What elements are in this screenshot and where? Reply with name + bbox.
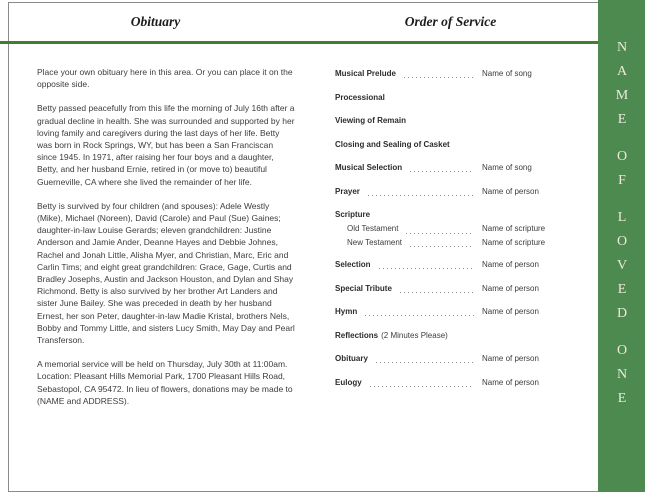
sidebar-word: OF [614,149,630,197]
order-of-service-list [335,68,578,400]
service-item-value: Name of song [482,69,532,78]
service-item-prayer [335,186,578,198]
service-item-label: Viewing of Remain [335,116,406,125]
obituary-title: Obituary [130,14,181,29]
service-item-label: Obituary [335,354,368,363]
service-item-label: Musical Prelude [335,69,396,78]
service-item-value: Name of person [482,260,539,269]
obituary-text-block [37,66,295,419]
sidebar-word: NAME [614,40,630,136]
service-item-value: Name of person [482,377,539,387]
service-item-selection [335,259,578,271]
service-subitem-value: Name of scripture [482,237,546,247]
service-item-value: Name of person [482,283,539,293]
service-item-eulogy [335,377,578,389]
dotted-leader [410,246,474,247]
service-item-label: Reflections [335,330,379,340]
service-item-label: Special Tribute [335,283,392,293]
service-item-reflections [335,330,578,342]
dotted-leader [404,77,474,78]
service-item-note: (2 Minutes Please) [381,330,448,340]
service-item-label: Scripture [335,210,371,219]
service-item-closing-and-sealing [335,139,578,151]
service-item-processional [335,92,578,104]
service-subitem-label: Old Testament [347,224,399,233]
obituary-paragraph: A memorial service will be held on Thursday, July 30th at 11:00am. Location: Pleasant Hills Memorial Park, 1700 Pleasant Hills Road, Sebastopol, CA 95472. In lieu of flowers, donations may be made to (NAME and ADDRESS). [37,359,293,406]
header-divider-rule [0,41,598,44]
service-item-obituary [335,353,578,365]
dotted-leader [406,233,474,234]
service-item-scripture [335,209,578,221]
dotted-leader [368,195,474,196]
service-item-label: Musical Selection [335,163,403,172]
service-item-musical-prelude [335,68,578,80]
sidebar-word: ONE [614,343,630,415]
service-item-label: Prayer [335,186,360,196]
dotted-leader [400,292,474,293]
dotted-leader [376,362,474,363]
service-item-value: Name of person [482,354,539,363]
service-item-special-tribute [335,283,578,295]
service-item-scripture-group [335,209,578,249]
service-subitem-old-testament [347,223,578,236]
service-item-value: Name of person [482,307,539,316]
service-item-label: Closing and Sealing of Casket [335,139,450,149]
column-headers [8,14,598,30]
service-subitem-value: Name of scripture [482,224,546,233]
order-of-service-title: Order of Service [404,14,497,29]
dotted-leader [370,386,474,387]
service-item-viewing-of-remain [335,115,578,127]
service-item-hymn [335,306,578,318]
dotted-leader [365,315,474,316]
obituary-paragraph: Betty is survived by four children (and spouses): Adele Westly (Mike), Michael (Noreen), David (Carole) and Paul (Sue) Gaines; daughter-in-law Louise Gerards; eleven grandchildren: Justine Anderson and Jamie Ander, Deanne Hayes and Debbie Johnes, Rachel and Jonah Little, Alisha Myer, and Christian, Marc, Eric and Carlin Tims; and eight great grandchildren: Grace, Gage, Curtis and Bradley Josephs, Austin and Jackson Houston, and Dylan and Shay Richmond. Betty is also survived by her brother Art Landers and sister June Bailey. She was preceded in death by her husband Ernest, her son Peter, daughter-in-law Madie Kristal, brothers Nels, Bobby and Tommy Little, and sisters Lucy Smith, May Day and Pearl Transferson. [37,200,295,346]
service-item-label: Selection [335,260,371,269]
service-item-value: Name of song [482,163,532,172]
obituary-paragraph: Betty passed peacefully from this life the morning of July 16th after a gradual decline in health. She was surrounded and supported by her loving family and caregivers during the last days of her life. Betty was born in Rock Springs, WY, but has been a San Franciscan since 1945. In 1971, after raising her four boys and a daughter, Betty, and her husband Ernie, retired in (or move to) beautiful Guerneville, CA where she lived the remainder of her life. [37,103,295,187]
service-item-label: Eulogy [335,377,362,387]
loved-one-name-band [598,0,645,492]
service-item-label: Hymn [335,307,358,316]
dotted-leader [410,171,474,172]
service-item-label: Processional [335,92,385,102]
obituary-paragraph: Place your own obituary here in this area. Or you can place it on the opposite side. [37,67,293,90]
service-item-musical-selection [335,162,578,174]
sidebar-word: LOVED [614,210,630,330]
service-subitem-label: New Testament [347,237,402,247]
dotted-leader [379,268,474,269]
service-item-value: Name of person [482,186,539,196]
service-subitem-new-testament [347,237,578,250]
